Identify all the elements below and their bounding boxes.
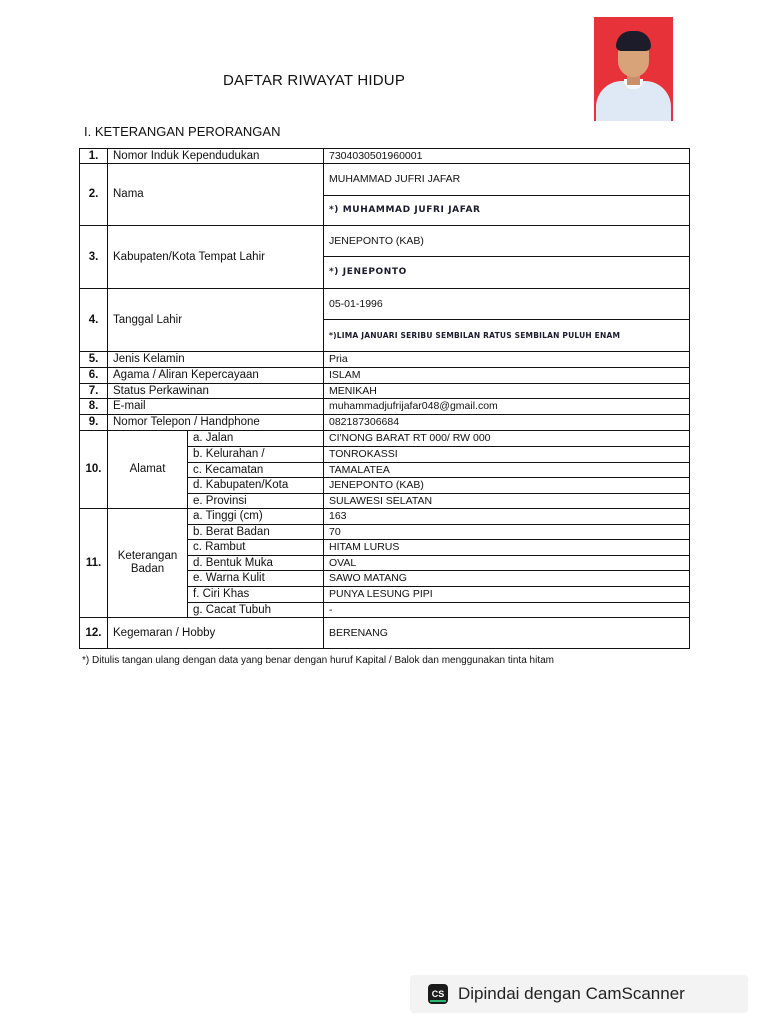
row-number: 8. (80, 399, 108, 415)
row-number: 11. (80, 509, 108, 618)
watermark-text: Dipindai dengan CamScanner (458, 984, 685, 1003)
table-row (80, 352, 690, 368)
table-row (80, 226, 690, 257)
table-row (80, 431, 690, 447)
footnote: *) Ditulis tangan ulang dengan data yang benar dengan huruf Kapital / Balok dan menggunakan tinta hitam (82, 655, 555, 666)
row-number: 3. (80, 226, 108, 289)
sub-label: b. Kelurahan / (188, 447, 324, 463)
field-value: SULAWESI SELATAN (324, 494, 690, 509)
field-value: OVAL (324, 556, 690, 571)
field-value: HITAM LURUS (324, 540, 690, 556)
row-number: 4. (80, 289, 108, 352)
row-number: 5. (80, 352, 108, 368)
row-number: 1. (80, 149, 108, 164)
sub-label: d. Bentuk Muka (188, 556, 324, 571)
field-label: Status Perkawinan (108, 384, 324, 399)
field-value: 082187306684 (324, 415, 690, 431)
portrait-photo (594, 17, 673, 121)
field-value: TONROKASSI (324, 447, 690, 463)
sub-label: c. Rambut (188, 540, 324, 556)
photo-hair (616, 31, 651, 51)
section-title: I. KETERANGAN PERORANGAN (84, 124, 281, 139)
field-value: CI'NONG BARAT RT 000/ RW 000 (324, 431, 690, 447)
field-value: ISLAM (324, 368, 690, 384)
sub-label: d. Kabupaten/Kota (188, 478, 324, 494)
camscanner-logo-icon: CS (428, 984, 448, 1004)
field-label: Tanggal Lahir (108, 289, 324, 352)
field-value: MENIKAH (324, 384, 690, 399)
sub-label: g. Cacat Tubuh (188, 603, 324, 618)
table-row (80, 399, 690, 415)
field-value: Pria (324, 352, 690, 368)
personal-info-table (79, 148, 690, 649)
sub-label: f. Ciri Khas (188, 587, 324, 603)
field-value: - (324, 603, 690, 618)
table-row (80, 164, 690, 196)
field-label: Kabupaten/Kota Tempat Lahir (108, 226, 324, 289)
sub-label: e. Warna Kulit (188, 571, 324, 587)
row-number: 12. (80, 618, 108, 649)
sub-label: e. Provinsi (188, 494, 324, 509)
field-label: Keterangan Badan (108, 509, 188, 618)
field-value: MUHAMMAD JUFRI JAFAR (324, 164, 690, 196)
camscanner-watermark (410, 975, 748, 1013)
field-label: Nomor Induk Kependudukan (108, 149, 324, 164)
field-label: Nama (108, 164, 324, 226)
field-value: 163 (324, 509, 690, 525)
row-number: 2. (80, 164, 108, 226)
field-value: SAWO MATANG (324, 571, 690, 587)
sub-label: b. Berat Badan (188, 525, 324, 540)
field-label: Alamat (108, 431, 188, 509)
field-value: muhammadjufrijafar048@gmail.com (324, 399, 690, 415)
sub-label: a. Tinggi (cm) (188, 509, 324, 525)
handwritten-value: *) MUHAMMAD JUFRI JAFAR (324, 196, 690, 226)
table-row (80, 384, 690, 399)
field-value: 70 (324, 525, 690, 540)
row-number: 7. (80, 384, 108, 399)
field-value: PUNYA LESUNG PIPI (324, 587, 690, 603)
field-label: Kegemaran / Hobby (108, 618, 324, 649)
row-number: 6. (80, 368, 108, 384)
table-row (80, 509, 690, 525)
table-row (80, 368, 690, 384)
field-value: BERENANG (324, 618, 690, 649)
row-number: 9. (80, 415, 108, 431)
field-label: Jenis Kelamin (108, 352, 324, 368)
field-value: TAMALATEA (324, 463, 690, 478)
sub-label: c. Kecamatan (188, 463, 324, 478)
table-row (80, 618, 690, 649)
table-row (80, 149, 690, 164)
handwritten-value: *)LIMA JANUARI SERIBU SEMBILAN RATUS SEMBILAN PULUH ENAM (324, 320, 690, 352)
field-value: 7304030501960001 (324, 149, 690, 164)
table-row (80, 289, 690, 320)
handwritten-value: *) JENEPONTO (324, 257, 690, 289)
row-number: 10. (80, 431, 108, 509)
sub-label: a. Jalan (188, 431, 324, 447)
field-label: E-mail (108, 399, 324, 415)
table-row (80, 415, 690, 431)
field-value: JENEPONTO (KAB) (324, 226, 690, 257)
field-value: JENEPONTO (KAB) (324, 478, 690, 494)
document-title: DAFTAR RIWAYAT HIDUP (222, 72, 406, 89)
field-label: Agama / Aliran Kepercayaan (108, 368, 324, 384)
field-value: 05-01-1996 (324, 289, 690, 320)
field-label: Nomor Telepon / Handphone (108, 415, 324, 431)
